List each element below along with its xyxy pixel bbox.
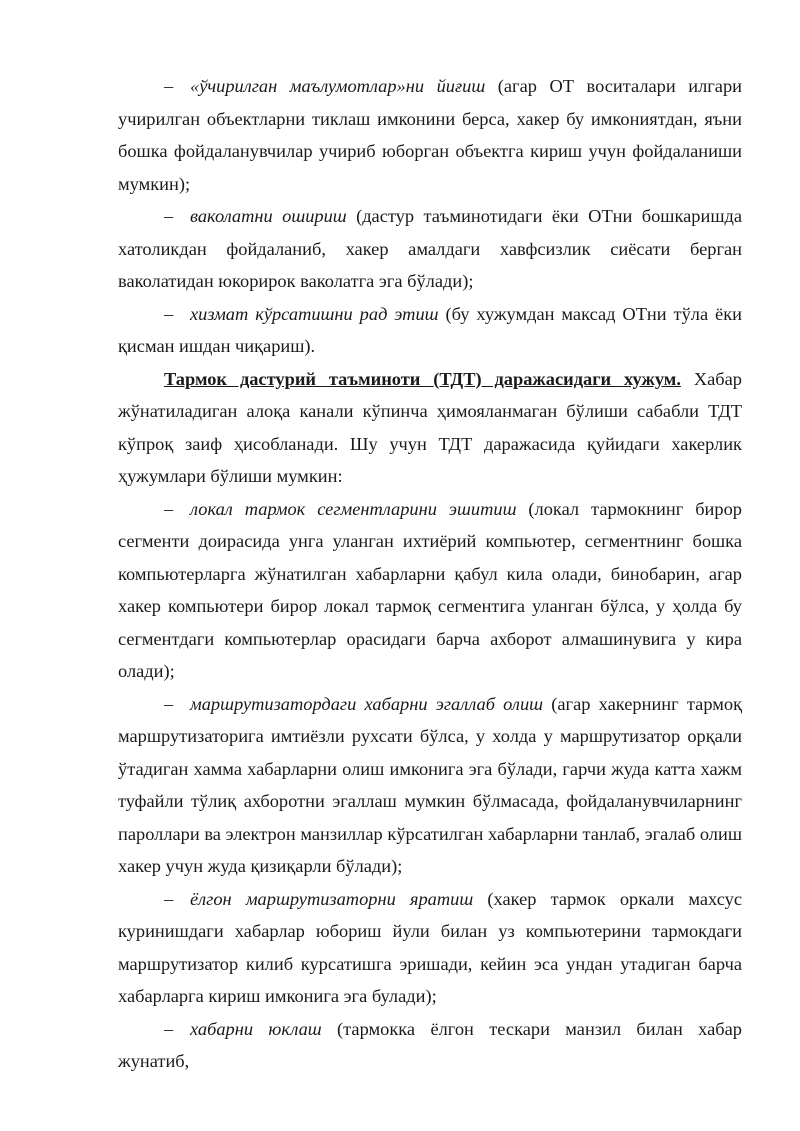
list-item bbox=[118, 493, 742, 688]
dash-marker: – bbox=[164, 76, 174, 96]
list-item-term: «ўчирилган маълумотлар»ни йиғиш bbox=[190, 76, 486, 96]
list-item-term: ёлгон маршрутизаторни яратиш bbox=[190, 888, 474, 909]
dash-marker: – bbox=[164, 303, 174, 324]
list-item bbox=[118, 688, 742, 883]
dash-marker: – bbox=[164, 1018, 174, 1039]
section-text: Хабар жўнатиладиган алоқа канали кўпинча ҳимояланмаган бўлиши сабабли ТДТ кўпроқ заиф ҳисобланади. Шу учун ТДТ даражасида қуйидаги хакерлик ҳужумлари бўлиши мумкин: bbox=[118, 368, 742, 486]
list-item-text: (локал тармокнинг бирор сегменти доирасида унга уланган ихтиёрий компьютер, сегментнинг бошка компьютерларга жўнатилган хабарларни қабул кила олади, бинобарин, агар хакер компьютери бирор локал тармоқ сегментига уланган бўлса, у ҳолда бу сегментдаги компьютерлар орасидаги барча ахборот алмашинувига у кира олади); bbox=[118, 498, 742, 681]
list-item-text: (бу хужумдан максад ОТни тўла ёки қисман ишдан чиқариш). bbox=[118, 303, 742, 356]
list-item-term: маршрутизатордаги хабарни эгаллаб олиш bbox=[190, 693, 544, 714]
section-paragraph bbox=[118, 363, 742, 493]
document-page bbox=[118, 70, 742, 1078]
dash-marker: – bbox=[164, 693, 174, 714]
list-item bbox=[118, 883, 742, 1013]
list-item-text: (агар хакернинг тармоқ маршрутизаторига имтиёзли рухсати бўлса, у холда у маршрутизатор орқали ўтадиган хамма хабарларни олиш имконига эга бўлади, гарчи жуда катта хажм туфайли тўлиқ ахборотни эгаллаш мумкин бўлмасада, фойдаланувчиларнинг пароллари ва электрон манзиллар кўрсатилган хабарларни танлаб, эгалаб олиш хакер учун жуда қизиқарли бўлади); bbox=[118, 693, 742, 876]
section-heading: Тармок дастурий таъминоти (ТДТ) даражасидаги хужум. bbox=[164, 368, 681, 389]
list-item-text: (агар ОТ воситалари илгари учирилган объектларни тиклаш имконини берса, хакер бу имкониятдан, яъни бошка фойдаланувчилар учириб юборган объектга кириш учун фойдаланиши мумкин); bbox=[118, 76, 742, 194]
list-item-term: локал тармок сегментларини эшитиш bbox=[190, 498, 517, 519]
list-item-term: хизмат кўрсатишни рад этиш bbox=[190, 303, 439, 324]
dash-marker: – bbox=[164, 498, 174, 519]
list-item-text: (тармокка ёлгон тескари манзил билан хабар жунатиб, bbox=[118, 1018, 742, 1071]
list-item-term: хабарни юклаш bbox=[190, 1018, 322, 1039]
list-item-text: (дастур таъминотидаги ёки ОТни бошкаришда хатоликдан фойдаланиб, хакер амалдаги хавфсизлик сиёсати берган ваколатидан юкорирок ваколатга эга бўлади); bbox=[118, 206, 743, 291]
list-item bbox=[118, 298, 742, 363]
list-item bbox=[118, 1013, 742, 1078]
list-item bbox=[118, 70, 742, 200]
list-item-term: ваколатни ошириш bbox=[190, 206, 347, 226]
dash-marker: – bbox=[164, 206, 174, 226]
list-item-text: (хакер тармок оркали махсус куринишдаги хабарлар юбориш йули билан уз компьютерини тармокдаги маршрутизатор килиб курсатишга эришади, кейин эса ундан утадиган барча хабарларга кириш имконига эга булади); bbox=[118, 888, 742, 1006]
dash-marker: – bbox=[164, 888, 174, 909]
list-item bbox=[118, 200, 742, 298]
